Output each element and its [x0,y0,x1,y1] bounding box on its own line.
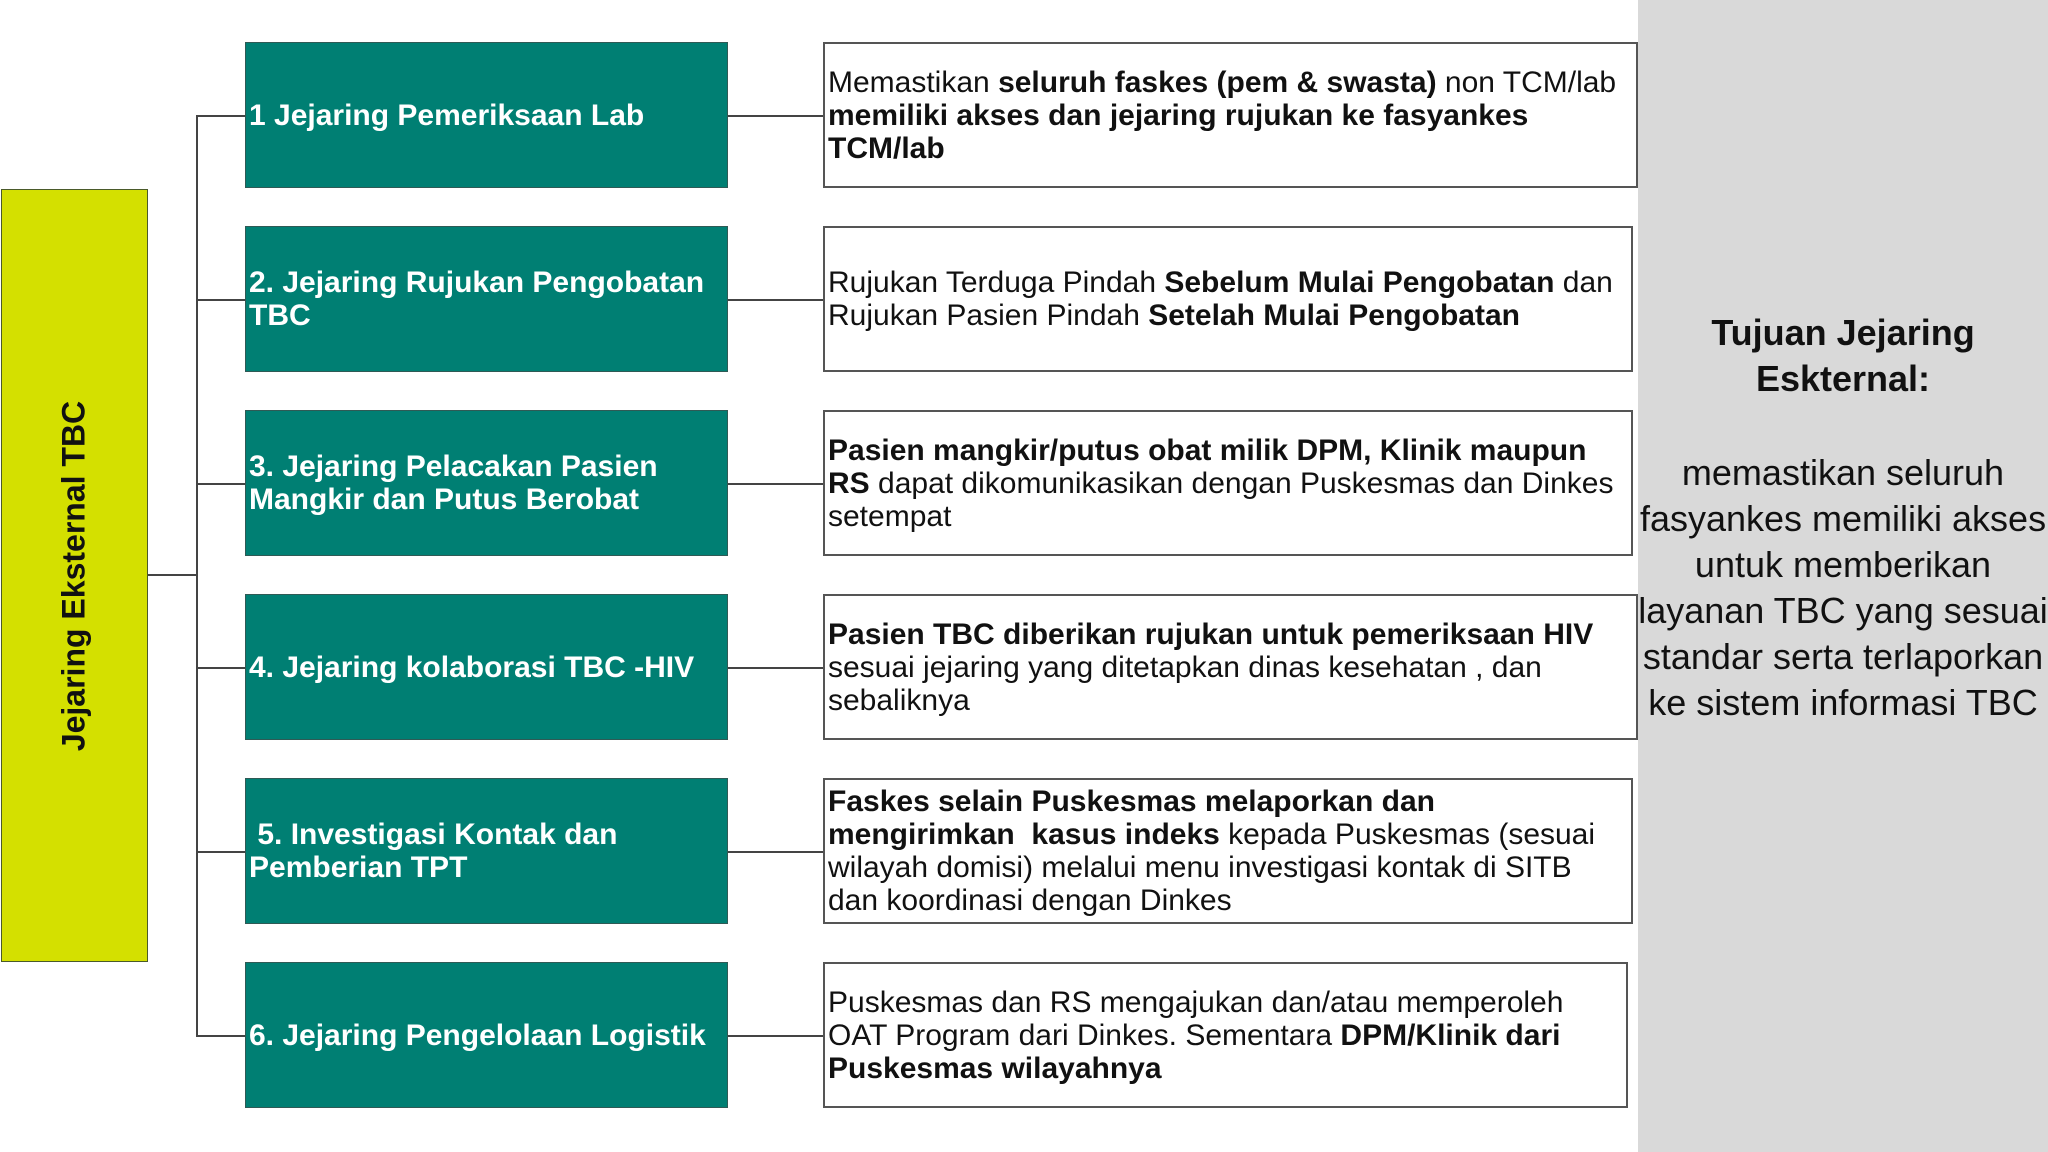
goal-panel [1638,0,2048,1152]
description-contact-investigation [823,778,1633,924]
description-logistics [823,962,1628,1108]
description-text: Memastikan seluruh faskes (pem & swasta) non TCM/lab memiliki akses dan jejaring rujukan ke fasyankes TCM/lab [828,65,1617,165]
category-treatment-referral [245,226,728,372]
category-contact-investigation [245,778,728,924]
category-patient-tracking [245,410,728,556]
connector-desc-4 [728,667,823,669]
connector-desc-6 [728,1035,823,1037]
description-text: Rujukan Terduga Pindah Sebelum Mulai Pengobatan dan Rujukan Pasien Pindah Setelah Mulai Pengobatan [828,266,1613,332]
category-label: 6. Jejaring Pengelolaan Logistik [249,1018,706,1052]
description-lab-network [823,42,1638,188]
description-patient-tracking [823,410,1633,556]
connector-root [148,574,197,576]
category-label: 3. Jejaring Pelacakan Pasien Mangkir dan Putus Berobat [249,450,658,516]
category-tbc-hiv [245,594,728,740]
connector-desc-1 [728,115,823,117]
description-tbc-hiv [823,594,1638,740]
connector-desc-3 [728,483,823,485]
connector-desc-2 [728,299,823,301]
connector-trunk [196,115,198,1036]
category-lab-network [245,42,728,188]
category-logistics [245,962,728,1108]
goal-title: Tujuan Jejaring Eskternal: [1711,312,1975,399]
category-label: 5. Investigasi Kontak dan Pemberian TPT [249,818,626,884]
goal-body: memastikan seluruh fasyankes memiliki akses untuk memberikan layanan TBC yang sesuai standar serta terlaporkan ke sistem informasi TBC [1638,452,2048,723]
connector-branch-5 [196,851,245,853]
category-label: 2. Jejaring Rujukan Pengobatan TBC [249,266,705,332]
connector-branch-4 [196,667,245,669]
connector-branch-3 [196,483,245,485]
root-node-label: Jejaring Eksternal TBC [55,400,92,752]
connector-branch-1 [196,115,245,117]
connector-branch-6 [196,1035,245,1037]
connector-desc-5 [728,851,823,853]
category-label: 4. Jejaring kolaborasi TBC -HIV [249,650,695,684]
description-treatment-referral [823,226,1633,372]
description-text: Pasien TBC diberikan rujukan untuk pemeriksaan HIV sesuai jejaring yang ditetapkan dinas kesehatan , dan sebaliknya [828,617,1594,717]
category-label: 1 Jejaring Pemeriksaan Lab [249,98,645,132]
connector-branch-2 [196,299,245,301]
description-text: Puskesmas dan RS mengajukan dan/atau memperoleh OAT Program dari Dinkes. Sementara DPM/Klinik dari Puskesmas wilayahnya [828,985,1564,1085]
description-text: Pasien mangkir/putus obat milik DPM, Klinik maupun RS dapat dikomunikasikan dengan Puskesmas dan Dinkes setempat [828,433,1614,533]
description-text: Faskes selain Puskesmas melaporkan dan mengirimkan kasus indeks kepada Puskesmas (sesuai wilayah domisi) melalui menu investigasi kontak di SITB dan koordinasi dengan Dinkes [828,785,1604,917]
